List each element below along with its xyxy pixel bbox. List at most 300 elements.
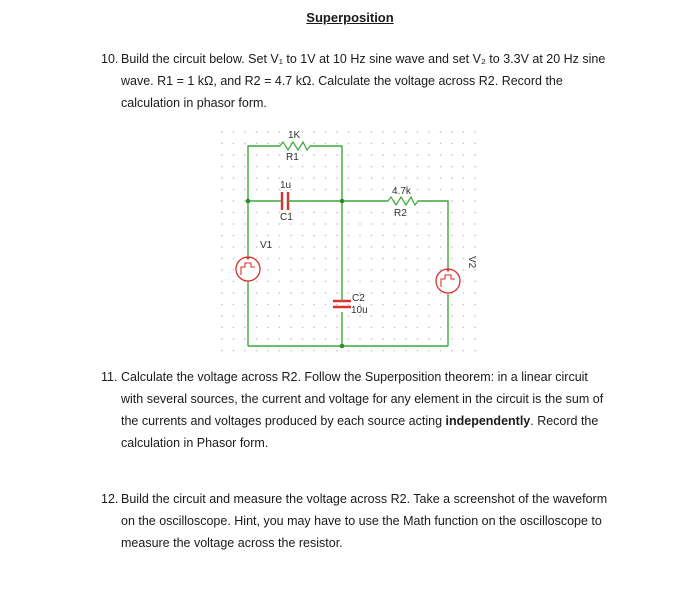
grid-dot (451, 212, 453, 214)
grid-dot (440, 154, 442, 156)
grid-dot (256, 304, 258, 306)
question-12-line-3: measure the voltage across the resistor. (121, 536, 343, 550)
grid-dot (302, 166, 304, 168)
grid-dot (394, 143, 396, 145)
grid-dot (405, 200, 407, 202)
grid-dot (382, 327, 384, 329)
grid-dot (279, 292, 281, 294)
question-11-line-4: calculation in Phasor form. (121, 436, 269, 450)
grid-dot (382, 131, 384, 133)
question-10-line-2: wave. R1 = 1 kΩ, and R2 = 4.7 kΩ. Calculate the voltage across R2. Record the (121, 74, 563, 88)
grid-dot (451, 200, 453, 202)
grid-dot (233, 269, 235, 271)
grid-dot (348, 258, 350, 260)
grid-dot (256, 212, 258, 214)
grid-dot (336, 235, 338, 237)
grid-dot (313, 154, 315, 156)
grid-dot (394, 327, 396, 329)
grid-dot (428, 292, 430, 294)
grid-dot (221, 154, 223, 156)
grid-dot (382, 246, 384, 248)
grid-dot (474, 212, 476, 214)
grid-dot (267, 315, 269, 317)
grid-dot (359, 189, 361, 191)
grid-dot (348, 177, 350, 179)
grid-dot (371, 143, 373, 145)
grid-dot (348, 327, 350, 329)
grid-dot (428, 143, 430, 145)
grid-dot (371, 131, 373, 133)
grid-dot (348, 304, 350, 306)
grid-dot (463, 154, 465, 156)
grid-dot (325, 131, 327, 133)
grid-dot (428, 212, 430, 214)
grid-dot (428, 166, 430, 168)
r1-resistor (280, 142, 310, 150)
grid-dot (382, 304, 384, 306)
grid-dot (325, 189, 327, 191)
grid-dot (279, 338, 281, 340)
grid-dot (325, 143, 327, 145)
grid-dot (279, 258, 281, 260)
grid-dot (325, 327, 327, 329)
grid-dot (451, 327, 453, 329)
grid-dot (451, 246, 453, 248)
grid-dot (325, 154, 327, 156)
grid-dot (394, 258, 396, 260)
grid-dot (417, 166, 419, 168)
r1-name-label: R1 (286, 152, 299, 163)
grid-dot (451, 304, 453, 306)
grid-dot (233, 166, 235, 168)
grid-dot (244, 131, 246, 133)
grid-dot (474, 143, 476, 145)
grid-dot (451, 177, 453, 179)
grid-dot (405, 304, 407, 306)
grid-dot (244, 154, 246, 156)
grid-dot (279, 154, 281, 156)
grid-dot (382, 235, 384, 237)
question-11-line-2: with several sources, the current and voltage for any element in the circuit is the sum of (121, 392, 604, 406)
grid-dot (440, 143, 442, 145)
grid-dot (279, 269, 281, 271)
grid-dot (440, 258, 442, 260)
grid-dot (290, 338, 292, 340)
grid-dot (463, 143, 465, 145)
grid-dot (463, 189, 465, 191)
grid-dot (233, 281, 235, 283)
grid-dot (233, 131, 235, 133)
grid-dot (267, 235, 269, 237)
grid-dot (371, 235, 373, 237)
grid-dot (302, 223, 304, 225)
grid-dot (313, 166, 315, 168)
grid-dot (267, 350, 269, 352)
grid-dot (302, 281, 304, 283)
grid-dot (348, 292, 350, 294)
grid-dot (348, 235, 350, 237)
grid-dot (474, 166, 476, 168)
grid-dot (290, 327, 292, 329)
grid-dot (463, 258, 465, 260)
grid-dot (279, 131, 281, 133)
grid-dot (428, 154, 430, 156)
grid-dot (382, 189, 384, 191)
grid-dot (474, 154, 476, 156)
grid-dot (371, 304, 373, 306)
grid-dot (348, 212, 350, 214)
grid-dot (256, 315, 258, 317)
grid-dot (221, 338, 223, 340)
grid-dot (302, 350, 304, 352)
grid-dot (256, 338, 258, 340)
grid-dot (474, 200, 476, 202)
grid-dot (359, 281, 361, 283)
grid-dot (417, 327, 419, 329)
grid-dot (279, 143, 281, 145)
grid-dot (233, 154, 235, 156)
grid-dot (382, 223, 384, 225)
grid-dot (359, 131, 361, 133)
grid-dot (382, 269, 384, 271)
grid-dot (394, 246, 396, 248)
question-number: 12. (101, 492, 119, 506)
grid-dot (302, 189, 304, 191)
grid-dot (290, 281, 292, 283)
grid-dot (394, 292, 396, 294)
v2-name-label: V2 (466, 256, 477, 269)
grid-dot (382, 281, 384, 283)
grid-dot (279, 315, 281, 317)
grid-dot (463, 304, 465, 306)
grid-dot (359, 327, 361, 329)
grid-dot (463, 235, 465, 237)
grid-dot (336, 350, 338, 352)
grid-dot (394, 315, 396, 317)
grid-dot (244, 143, 246, 145)
grid-dot (221, 166, 223, 168)
grid-dot (428, 350, 430, 352)
grid-dot (233, 200, 235, 202)
grid-dot (313, 315, 315, 317)
grid-dot (244, 292, 246, 294)
grid-dot (302, 246, 304, 248)
grid-dot (348, 246, 350, 248)
grid-dot (428, 131, 430, 133)
grid-dot (302, 327, 304, 329)
grid-dot (382, 338, 384, 340)
grid-dot (463, 327, 465, 329)
grid-dot (290, 223, 292, 225)
grid-dot (463, 166, 465, 168)
grid-dot (233, 177, 235, 179)
grid-dot (463, 131, 465, 133)
grid-dot (394, 338, 396, 340)
grid-dot (405, 292, 407, 294)
grid-dot (382, 212, 384, 214)
r2-name-label: R2 (394, 208, 407, 219)
grid-dot (313, 246, 315, 248)
grid-dot (267, 223, 269, 225)
grid-dot (325, 212, 327, 214)
grid-dot (428, 327, 430, 329)
grid-dot (417, 235, 419, 237)
grid-dot (221, 189, 223, 191)
grid-dot (440, 189, 442, 191)
grid-dot (348, 223, 350, 225)
grid-dot (405, 246, 407, 248)
grid-dot (221, 269, 223, 271)
grid-dot (256, 131, 258, 133)
grid-dot (313, 131, 315, 133)
r2-resistor (388, 197, 418, 205)
grid-dot (359, 258, 361, 260)
grid-dot (417, 154, 419, 156)
grid-dot (394, 281, 396, 283)
grid-dot (233, 246, 235, 248)
grid-dot (474, 246, 476, 248)
grid-dot (267, 177, 269, 179)
grid-dot (371, 350, 373, 352)
circuit-diagram (214, 124, 484, 364)
c1-value-label: 1u (280, 180, 292, 191)
grid-dot (233, 235, 235, 237)
grid-dot (256, 177, 258, 179)
grid-dot (451, 166, 453, 168)
grid-dot (221, 235, 223, 237)
grid-dot (267, 154, 269, 156)
v1-name-label: V1 (260, 240, 273, 251)
grid-dot (463, 177, 465, 179)
grid-dot (256, 327, 258, 329)
grid-dot (313, 258, 315, 260)
grid-dot (428, 304, 430, 306)
grid-dot (382, 143, 384, 145)
grid-dot (267, 269, 269, 271)
grid-dot (336, 246, 338, 248)
grid-dot (417, 350, 419, 352)
grid-dot (371, 269, 373, 271)
question-10-line-1: Build the circuit below. Set V₁ to 1V at 10 Hz sine wave and set V₂ to 3.3V at 20 Hz sine (121, 52, 606, 66)
grid-dot (417, 281, 419, 283)
question-11 (101, 366, 621, 454)
grid-dot (244, 177, 246, 179)
grid-dot (244, 223, 246, 225)
grid-dot (325, 235, 327, 237)
grid-dot (233, 212, 235, 214)
grid-dot (359, 269, 361, 271)
grid-dot (279, 350, 281, 352)
grid-dot (279, 223, 281, 225)
grid-dot (233, 315, 235, 317)
grid-dot (256, 189, 258, 191)
grid-dot (428, 223, 430, 225)
grid-dot (256, 235, 258, 237)
grid-dot (428, 315, 430, 317)
grid-dot (221, 131, 223, 133)
grid-dot (279, 177, 281, 179)
grid-dot (440, 350, 442, 352)
grid-dot (267, 338, 269, 340)
grid-dot (233, 143, 235, 145)
grid-dot (359, 235, 361, 237)
grid-dot (348, 154, 350, 156)
grid-dot (382, 258, 384, 260)
grid-dot (313, 327, 315, 329)
grid-dot (371, 154, 373, 156)
grid-dot (474, 131, 476, 133)
grid-dot (348, 166, 350, 168)
grid-dot (336, 304, 338, 306)
grid-dot (405, 143, 407, 145)
grid-dot (394, 269, 396, 271)
grid-dot (313, 281, 315, 283)
grid-dot (325, 177, 327, 179)
grid-dot (267, 304, 269, 306)
grid-dot (405, 223, 407, 225)
grid-dot (474, 281, 476, 283)
grid-dot (394, 304, 396, 306)
grid-dot (474, 223, 476, 225)
grid-dot (451, 189, 453, 191)
grid-dot (325, 246, 327, 248)
grid-dot (451, 223, 453, 225)
grid-dot (313, 304, 315, 306)
grid-dot (290, 166, 292, 168)
grid-dot (221, 292, 223, 294)
grid-dot (417, 292, 419, 294)
grid-dot (417, 131, 419, 133)
grid-dot (359, 338, 361, 340)
grid-dot (313, 212, 315, 214)
grid-dot (428, 246, 430, 248)
grid-dot (463, 223, 465, 225)
grid-dot (348, 269, 350, 271)
grid-dot (290, 304, 292, 306)
grid-dot (451, 154, 453, 156)
c1-capacitor (282, 192, 288, 210)
grid-dot (221, 258, 223, 260)
grid-dot (233, 338, 235, 340)
grid-dot (451, 131, 453, 133)
grid-dot (279, 281, 281, 283)
grid-dot (440, 235, 442, 237)
grid-dot (394, 350, 396, 352)
grid-dot (348, 350, 350, 352)
grid-dot (440, 246, 442, 248)
grid-dot (428, 269, 430, 271)
page-title: Superposition (306, 10, 394, 25)
grid-dot (405, 131, 407, 133)
grid-dot (290, 258, 292, 260)
grid-dot (336, 177, 338, 179)
grid-dot (440, 212, 442, 214)
grid-dot (336, 189, 338, 191)
grid-dot (244, 246, 246, 248)
grid-dot (359, 212, 361, 214)
grid-dot (382, 315, 384, 317)
grid-dot (382, 177, 384, 179)
grid-dot (382, 154, 384, 156)
grid-dot (267, 212, 269, 214)
v1-source (236, 256, 260, 281)
grid-dot (451, 350, 453, 352)
grid-dot (302, 269, 304, 271)
grid-dot (221, 327, 223, 329)
grid-dot (267, 292, 269, 294)
question-11-line-1: Calculate the voltage across R2. Follow the Superposition theorem: in a linear circuit (121, 370, 588, 384)
grid-dot (221, 177, 223, 179)
grid-dot (440, 223, 442, 225)
grid-dot (244, 189, 246, 191)
grid-dot (394, 166, 396, 168)
grid-dot (417, 223, 419, 225)
grid-dot (428, 258, 430, 260)
grid-dot (256, 143, 258, 145)
grid-dot (451, 258, 453, 260)
grid-dot (405, 315, 407, 317)
grid-dot (221, 246, 223, 248)
question-10 (101, 48, 621, 114)
c2-name-label: C2 (352, 293, 365, 304)
grid-dot (256, 223, 258, 225)
grid-dot (394, 177, 396, 179)
grid-dot (359, 166, 361, 168)
c2-value-label: 10u (351, 305, 368, 316)
grid-dot (244, 304, 246, 306)
grid-dot (302, 338, 304, 340)
grid-dot (440, 131, 442, 133)
grid-dot (371, 338, 373, 340)
grid-dot (474, 269, 476, 271)
grid-dot (325, 281, 327, 283)
grid-dot (302, 177, 304, 179)
grid-dot (256, 166, 258, 168)
c1-name-label: C1 (280, 212, 293, 223)
grid-dot (405, 258, 407, 260)
grid-dot (405, 281, 407, 283)
grid-dot (417, 189, 419, 191)
grid-dot (233, 327, 235, 329)
grid-dot (440, 304, 442, 306)
question-11-line-3 (121, 410, 621, 432)
grid-dot (302, 212, 304, 214)
grid-dot (313, 350, 315, 352)
grid-dot (463, 246, 465, 248)
grid-dot (313, 292, 315, 294)
grid-dot (256, 350, 258, 352)
grid-dot (371, 212, 373, 214)
grid-dot (313, 235, 315, 237)
grid-dot (221, 200, 223, 202)
grid-dot (325, 223, 327, 225)
grid-dot (474, 304, 476, 306)
grid-dot (428, 189, 430, 191)
grid-dot (417, 269, 419, 271)
grid-dot (233, 304, 235, 306)
grid-dot (336, 281, 338, 283)
grid-dot (359, 223, 361, 225)
grid-dot (405, 327, 407, 329)
grid-dot (474, 338, 476, 340)
grid-dot (394, 235, 396, 237)
grid-dot (325, 338, 327, 340)
grid-dot (440, 315, 442, 317)
grid-dot (463, 338, 465, 340)
grid-dot (244, 200, 246, 202)
grid-dot (336, 338, 338, 340)
grid-dot (405, 154, 407, 156)
